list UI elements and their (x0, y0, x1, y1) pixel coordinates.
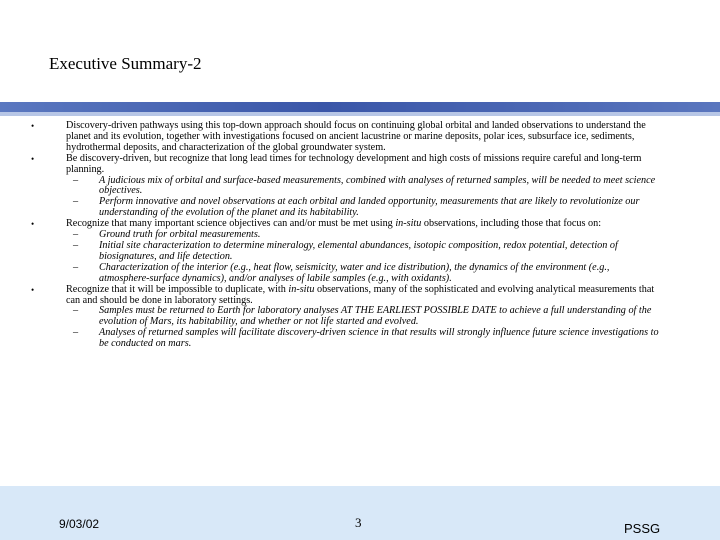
footer-organization: PSSG (624, 521, 661, 536)
bullet-text: Recognize that many important science objectives can and/or must be met using (66, 218, 396, 230)
sub-bullet-text: Characterization of the interior (e.g., heat flow, seismicity, water and ice distribution), the dynamics of the environment (e.g., atmosphere-surface dynamics), and/or analyses of labile samples (e.g., with oxidants). (99, 261, 610, 284)
slide-footer (0, 486, 720, 540)
bullet-text: observations, many of the sophisticated and evolving analytical measurements that can and should be done in laboratory settings. (66, 283, 655, 306)
sub-bullet-marker: – (73, 327, 79, 339)
sub-bullet-marker: – (73, 305, 79, 317)
sub-bullet-text: Initial site characterization to determine mineralogy, elemental abundances, isotopic composition, redox potential, detection of biosignatures, and life detection. (99, 239, 618, 262)
title-divider-accent (0, 112, 720, 116)
sub-bullet-item (0, 306, 720, 328)
page-number: 3 (355, 515, 362, 530)
bullet-marker: • (31, 219, 35, 230)
bullet-text: Be discovery-driven, but recognize that long lead times for technology development and high costs of missions require careful and long-term planning. (66, 152, 642, 175)
bullet-text-emphasis: in-situ (395, 218, 422, 230)
sub-bullet-text: Perform innovative and novel observations at each orbital and landed opportunity, measurements that are likely to revolutionize our understanding of the evolution of the planet and its habitability. (99, 196, 640, 219)
title-divider-bar (0, 102, 720, 112)
sub-bullet-item (0, 328, 720, 350)
sub-bullet-item (0, 176, 720, 198)
sub-bullet-item (0, 197, 720, 219)
bullet-item (0, 121, 720, 154)
bullet-marker: • (31, 284, 35, 295)
sub-bullet-item (0, 241, 720, 263)
sub-bullet-marker: – (73, 229, 79, 241)
sub-bullet-text: A judicious mix of orbital and surface-based measurements, combined with analyses of returned samples, will be needed to meet science objectives. (99, 174, 656, 197)
sub-bullet-item (0, 263, 720, 285)
sub-bullet-text: Samples must be returned to Earth for laboratory analyses AT THE EARLIEST POSSIBLE DATE to achieve a full understanding of the evolution of Mars, its habitability, and whether or not life started and evolved. (99, 305, 652, 328)
slide-title: Executive Summary-2 (49, 54, 202, 73)
sub-bullet-text: Ground truth for orbital measurements. (99, 229, 261, 241)
bullet-item (0, 285, 720, 307)
sub-bullet-marker: – (73, 239, 79, 251)
footer-date: 9/03/02 (59, 517, 100, 531)
bullet-marker: • (31, 153, 35, 164)
sub-bullet-marker: – (73, 174, 79, 186)
bullet-text: observations, including those that focus on: (421, 218, 602, 230)
bullet-text: Discovery-driven pathways using this top-down approach should focus on continuing global orbital and landed observations to understand the planet and its evolution, together with investigations focused on ancient lacustrine or marine deposits, polar ices, subsurface ice, sediments, hydrothermal deposits, and characterization of the global groundwater system. (66, 120, 646, 153)
sub-bullet-marker: – (73, 196, 79, 208)
bullet-text: Recognize that it will be impossible to duplicate, with (66, 283, 289, 295)
bullet-item (0, 154, 720, 176)
sub-bullet-text: Analyses of returned samples will facilitate discovery-driven science in that results will strongly influence future science investigations to be conducted on mars. (99, 327, 659, 350)
sub-bullet-marker: – (73, 261, 79, 273)
bullet-marker: • (31, 121, 35, 131)
slide-body (0, 121, 720, 350)
bullet-text-emphasis: in-situ (288, 283, 315, 295)
